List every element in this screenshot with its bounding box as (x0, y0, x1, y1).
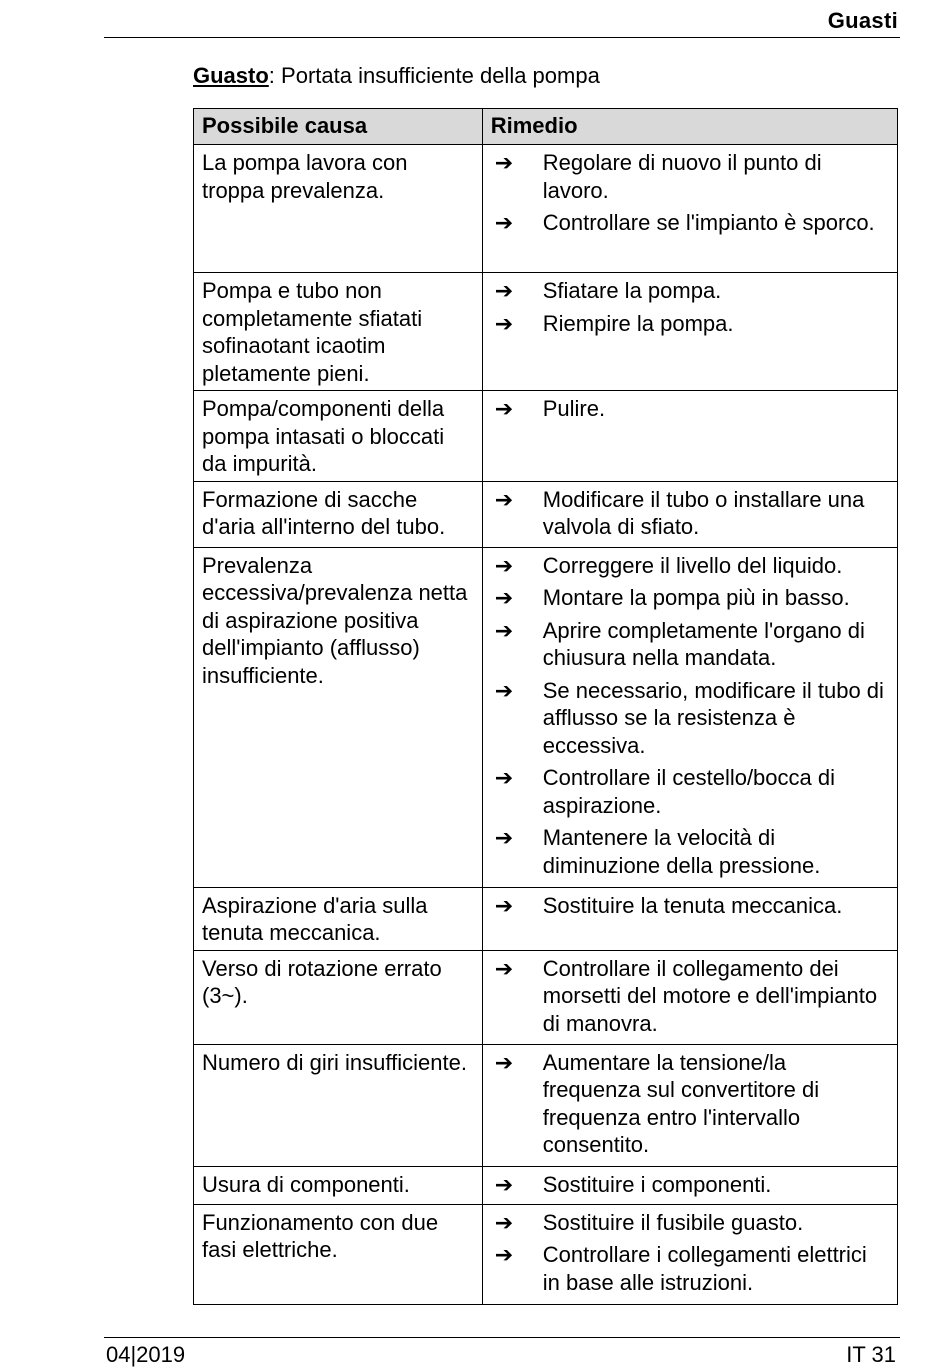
fault-text: Portata insufficiente della pompa (281, 63, 600, 88)
cause-cell: Pompa e tubo non completamente sfiatati sofinaotant icaotim pletamente pieni. (194, 273, 483, 391)
cause-cell: Funzionamento con due fasi elettriche. (194, 1204, 483, 1304)
fault-label: Guasto (193, 63, 269, 88)
table-header-row (194, 109, 898, 145)
remedy-text: Se necessario, modificare il tubo di afflusso se la resistenza è eccessiva. (542, 677, 884, 758)
cause-cell: Prevalenza eccessiva/prevalenza netta di aspirazione positiva dell'impianto (afflusso) insufficiente. (194, 547, 483, 887)
arrow-right-icon: ➔ (494, 1242, 514, 1267)
arrow-right-icon: ➔ (494, 955, 514, 981)
remedy-item (491, 617, 889, 672)
table-row (194, 1166, 898, 1204)
remedy-item (491, 486, 889, 541)
remedy-text: Controllare i collegamenti elettrici in base alle istruzioni. (542, 1242, 867, 1295)
remedy-text: Controllare il collegamento dei morsetti del motore e dell'impianto di manovra. (542, 955, 878, 1036)
table-row (194, 481, 898, 547)
remedy-cell (482, 273, 897, 391)
remedy-cell (482, 145, 897, 273)
arrow-right-icon: ➔ (494, 617, 514, 643)
remedy-cell (482, 1044, 897, 1166)
arrow-right-icon: ➔ (494, 1049, 514, 1075)
cause-cell: Pompa/componenti della pompa intasati o bloccati da impurità. (194, 391, 483, 482)
column-header-remedy: Rimedio (482, 109, 897, 145)
remedy-item (491, 552, 889, 580)
remedy-cell (482, 1204, 897, 1304)
remedy-item (491, 1241, 889, 1296)
remedy-item (491, 764, 889, 819)
arrow-right-icon: ➔ (494, 278, 514, 303)
remedy-text: Mantenere la velocità di diminuzione della pressione. (542, 825, 821, 878)
arrow-right-icon: ➔ (494, 210, 514, 235)
footer-divider (104, 1337, 900, 1338)
remedy-text: Correggere il livello del liquido. (542, 552, 843, 578)
arrow-right-icon: ➔ (494, 552, 514, 578)
remedy-item (491, 310, 889, 338)
table-row (194, 950, 898, 1044)
cause-cell: Usura di componenti. (194, 1166, 483, 1204)
remedy-text: Modificare il tubo o installare una valvola di sfiato. (542, 486, 865, 539)
cause-cell: Aspirazione d'aria sulla tenuta meccanica. (194, 887, 483, 950)
arrow-right-icon: ➔ (494, 396, 514, 421)
remedy-item (491, 277, 889, 305)
arrow-right-icon: ➔ (494, 1209, 514, 1235)
footer-date: 04|2019 (106, 1342, 186, 1367)
remedy-item (491, 395, 889, 423)
remedy-text: Controllare se l'impianto è sporco. (542, 210, 875, 235)
remedy-text: Sostituire i componenti. (542, 1171, 772, 1197)
remedy-item (491, 1049, 889, 1159)
remedy-cell (482, 391, 897, 482)
remedy-text: Montare la pompa più in basso. (542, 585, 850, 610)
cause-cell: Verso di rotazione errato (3~). (194, 950, 483, 1044)
fault-heading (193, 63, 600, 89)
column-header-cause: Possibile causa (194, 109, 483, 145)
table-row (194, 547, 898, 887)
arrow-right-icon: ➔ (494, 310, 514, 336)
remedy-item (491, 892, 889, 920)
table-row (194, 145, 898, 273)
arrow-right-icon: ➔ (494, 765, 514, 790)
remedy-text: Aumentare la tensione/la frequenza sul convertitore di frequenza entro l'intervallo consentito. (542, 1049, 820, 1157)
remedy-item (491, 955, 889, 1038)
table-row (194, 273, 898, 391)
remedy-text: Controllare il cestello/bocca di aspirazione. (542, 765, 836, 818)
arrow-right-icon: ➔ (494, 486, 514, 512)
remedy-item (491, 209, 889, 237)
remedy-item (491, 824, 889, 879)
remedy-text: Aprire completamente l'organo di chiusura nella mandata. (542, 617, 865, 670)
header-divider (104, 37, 900, 38)
arrow-right-icon: ➔ (494, 1171, 514, 1197)
remedy-text: Riempire la pompa. (542, 310, 734, 336)
arrow-right-icon: ➔ (494, 150, 514, 175)
arrow-right-icon: ➔ (494, 585, 514, 610)
remedy-cell (482, 547, 897, 887)
remedy-text: Sostituire il fusibile guasto. (542, 1209, 804, 1235)
section-title: Guasti (827, 8, 898, 33)
remedy-text: Pulire. (542, 396, 606, 421)
cause-cell: Numero di giri insufficiente. (194, 1044, 483, 1166)
arrow-right-icon: ➔ (494, 677, 514, 703)
remedy-cell (482, 1166, 897, 1204)
cause-cell: Formazione di sacche d'aria all'interno del tubo. (194, 481, 483, 547)
table-row (194, 1044, 898, 1166)
arrow-right-icon: ➔ (494, 892, 514, 918)
table-row (194, 391, 898, 482)
page-number: IT 31 (846, 1342, 896, 1367)
table-row (194, 1204, 898, 1304)
cause-cell: La pompa lavora con troppa prevalenza. (194, 145, 483, 273)
table-row (194, 887, 898, 950)
remedy-item (491, 584, 889, 612)
remedy-item (491, 149, 889, 204)
troubleshooting-table (193, 108, 898, 1305)
fault-separator: : (268, 63, 282, 88)
remedy-cell (482, 481, 897, 547)
arrow-right-icon: ➔ (494, 825, 514, 850)
remedy-cell (482, 950, 897, 1044)
remedy-item (491, 1209, 889, 1237)
remedy-item (491, 1171, 889, 1199)
remedy-item (491, 677, 889, 760)
remedy-text: Regolare di nuovo il punto di lavoro. (542, 150, 822, 203)
remedy-text: Sfiatare la pompa. (542, 278, 722, 303)
remedy-text: Sostituire la tenuta meccanica. (542, 892, 843, 918)
remedy-cell (482, 887, 897, 950)
